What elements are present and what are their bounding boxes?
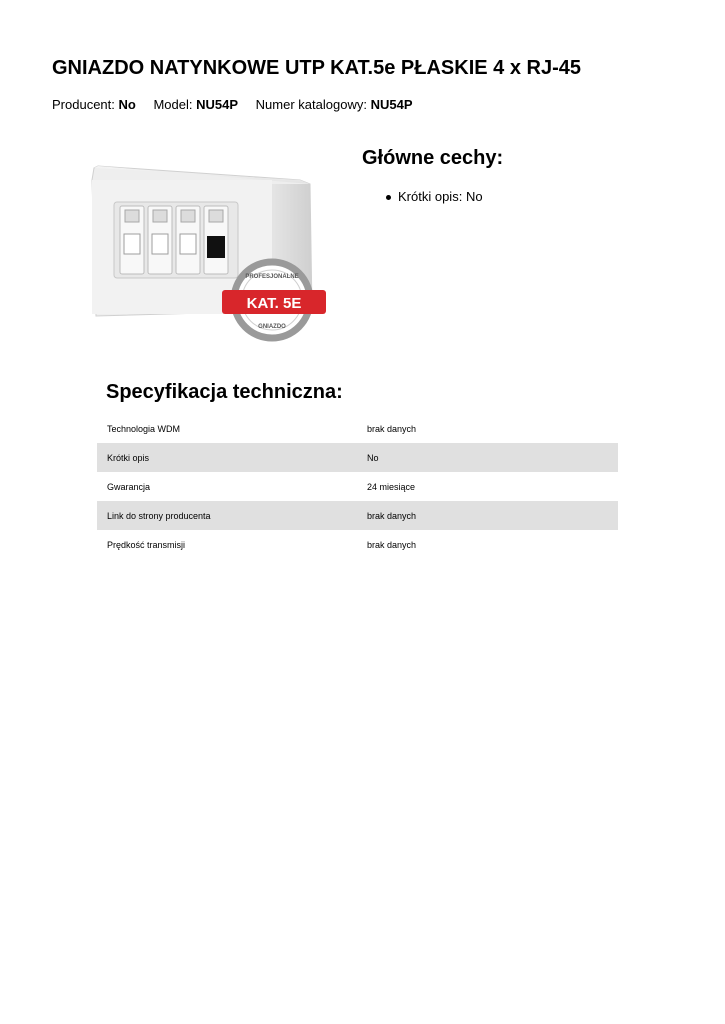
svg-text:PROFESJONALNE: PROFESJONALNE [245, 274, 299, 280]
table-row [97, 414, 618, 443]
features-list [386, 189, 483, 205]
rj45-port-1-icon [120, 206, 144, 274]
table-row [97, 501, 618, 530]
product-meta [52, 97, 427, 113]
spec-name: Link do strony producenta [97, 501, 357, 530]
svg-text:KAT. 5E: KAT. 5E [246, 295, 302, 312]
spec-heading: Specyfikacja techniczna: [106, 381, 343, 403]
product-image [86, 150, 334, 346]
catalog-number-field: Numer katalogowy: NU54P [255, 97, 413, 112]
table-row [97, 443, 618, 472]
spec-value: No [357, 443, 618, 472]
model-field: Model: NU54P [153, 97, 239, 112]
spec-value: brak danych [357, 501, 618, 530]
rj45-port-2-icon [148, 206, 172, 274]
spec-value: 24 miesiące [367, 481, 416, 492]
svg-text:GNIAZDO: GNIAZDO [258, 324, 286, 330]
page-title: GNIAZDO NATYNKOWE UTP KAT.5e PŁASKIE 4 x RJ-45 [52, 57, 581, 79]
table-row [97, 472, 618, 501]
table-row [97, 530, 618, 559]
spec-name: Prędkość transmisji [107, 539, 186, 550]
spec-name: Technologia WDM [107, 423, 181, 434]
spec-name: Gwarancja [107, 481, 151, 492]
features-heading: Główne cechy: [362, 147, 504, 169]
rj45-port-3-icon [176, 206, 200, 274]
spec-value: brak danych [367, 423, 417, 434]
list-item: Krótki opis: No [386, 189, 483, 205]
spec-name: Krótki opis [97, 443, 357, 472]
rj45-port-4-icon [204, 206, 228, 274]
producer-field: Producent: No [52, 97, 136, 112]
spec-table [97, 414, 618, 559]
spec-value: brak danych [367, 539, 417, 550]
